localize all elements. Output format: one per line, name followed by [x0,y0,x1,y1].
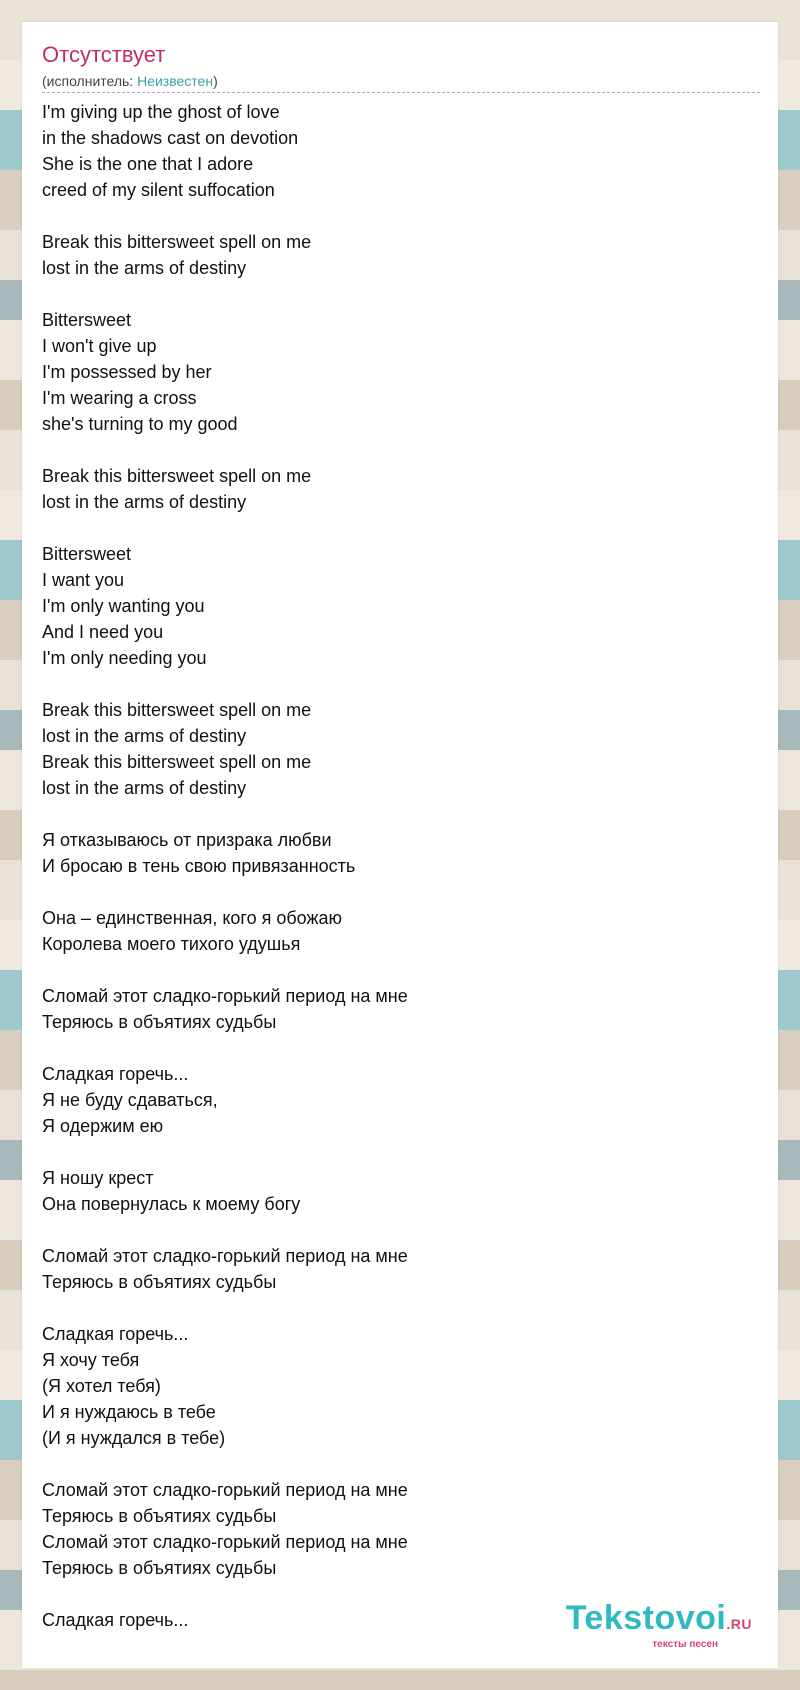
lyric-line: Сладкая горечь... [42,1324,189,1344]
lyric-line: Сломай этот сладко-горький период на мне [42,986,408,1006]
artist-link[interactable]: Неизвестен [137,73,214,89]
lyric-line: I won't give up [42,336,157,356]
lyric-line: lost in the arms of destiny [42,778,247,798]
site-logo[interactable] [566,1601,752,1650]
lyric-line: She is the one that I adore [42,154,254,174]
lyric-line: Я ношу крест [42,1168,154,1188]
title-divider [42,92,760,93]
stanza-break [42,879,758,905]
lyric-line: Сладкая горечь... [42,1610,189,1630]
stanza-break [42,671,758,697]
lyric-line: Bittersweet [42,544,132,564]
lyric-line: Bittersweet [42,310,132,330]
stanza-break [42,515,758,541]
stanza-break [42,281,758,307]
stanza-break [42,1295,758,1321]
stanza-break [42,801,758,827]
lyric-line: Сломай этот сладко-горький период на мне [42,1480,408,1500]
stanza-break [42,1451,758,1477]
lyric-line: Break this bittersweet spell on me [42,700,312,720]
lyric-line: I'm possessed by her [42,362,212,382]
lyric-line: Она – единственная, кого я обожаю [42,908,343,928]
lyric-line: Сладкая горечь... [42,1064,189,1084]
logo-domain: .RU [726,1616,752,1632]
lyric-line: I want you [42,570,125,590]
lyric-line: Сломай этот сладко-горький период на мне [42,1532,408,1552]
stanza-break [42,957,758,983]
lyric-line: Я одержим ею [42,1116,164,1136]
lyric-line: (И я нуждался в тебе) [42,1428,226,1448]
lyric-line: (Я хотел тебя) [42,1376,161,1396]
lyric-line: creed of my silent suffocation [42,180,275,200]
lyric-line: И бросаю в тень свою привязанность [42,856,356,876]
lyric-line: I'm only wanting you [42,596,205,616]
lyrics-text [42,99,758,1633]
stanza-break [42,437,758,463]
stanza-break [42,1035,758,1061]
lyric-line: Я хочу тебя [42,1350,140,1370]
lyric-line: Break this bittersweet spell on me [42,752,312,772]
lyric-line: Теряюсь в объятиях судьбы [42,1012,277,1032]
logo-tagline: тексты песен [652,1639,718,1650]
artist-line [42,73,218,89]
lyric-line: I'm giving up the ghost of love [42,102,280,122]
lyric-line: Теряюсь в объятиях судьбы [42,1506,277,1526]
lyric-line: lost in the arms of destiny [42,492,247,512]
lyric-line: she's turning to my good [42,414,238,434]
lyric-line: Теряюсь в объятиях судьбы [42,1272,277,1292]
lyric-line: I'm only needing you [42,648,207,668]
lyric-line: lost in the arms of destiny [42,258,247,278]
lyrics-card [22,22,778,1668]
lyric-line: Я не буду сдаваться, [42,1090,218,1110]
lyric-line: Теряюсь в объятиях судьбы [42,1558,277,1578]
logo-text: Tekstovoi [565,1599,727,1637]
lyric-line: in the shadows cast on devotion [42,128,299,148]
lyric-line: I'm wearing a cross [42,388,197,408]
artist-suffix: ) [213,73,218,89]
lyric-line: Я отказываюсь от призрака любви [42,830,332,850]
stanza-break [42,1217,758,1243]
lyric-line: Сломай этот сладко-горький период на мне [42,1246,408,1266]
stanza-break [42,1139,758,1165]
lyric-line: И я нуждаюсь в тебе [42,1402,216,1422]
lyric-line: And I need you [42,622,164,642]
lyric-line: Королева моего тихого удушья [42,934,301,954]
lyric-line: Break this bittersweet spell on me [42,466,312,486]
artist-prefix: (исполнитель: [42,73,138,89]
lyric-line: Break this bittersweet spell on me [42,232,312,252]
song-title: Отсутствует [42,42,166,67]
stanza-break [42,203,758,229]
lyric-line: Она повернулась к моему богу [42,1194,301,1214]
lyric-line: lost in the arms of destiny [42,726,247,746]
